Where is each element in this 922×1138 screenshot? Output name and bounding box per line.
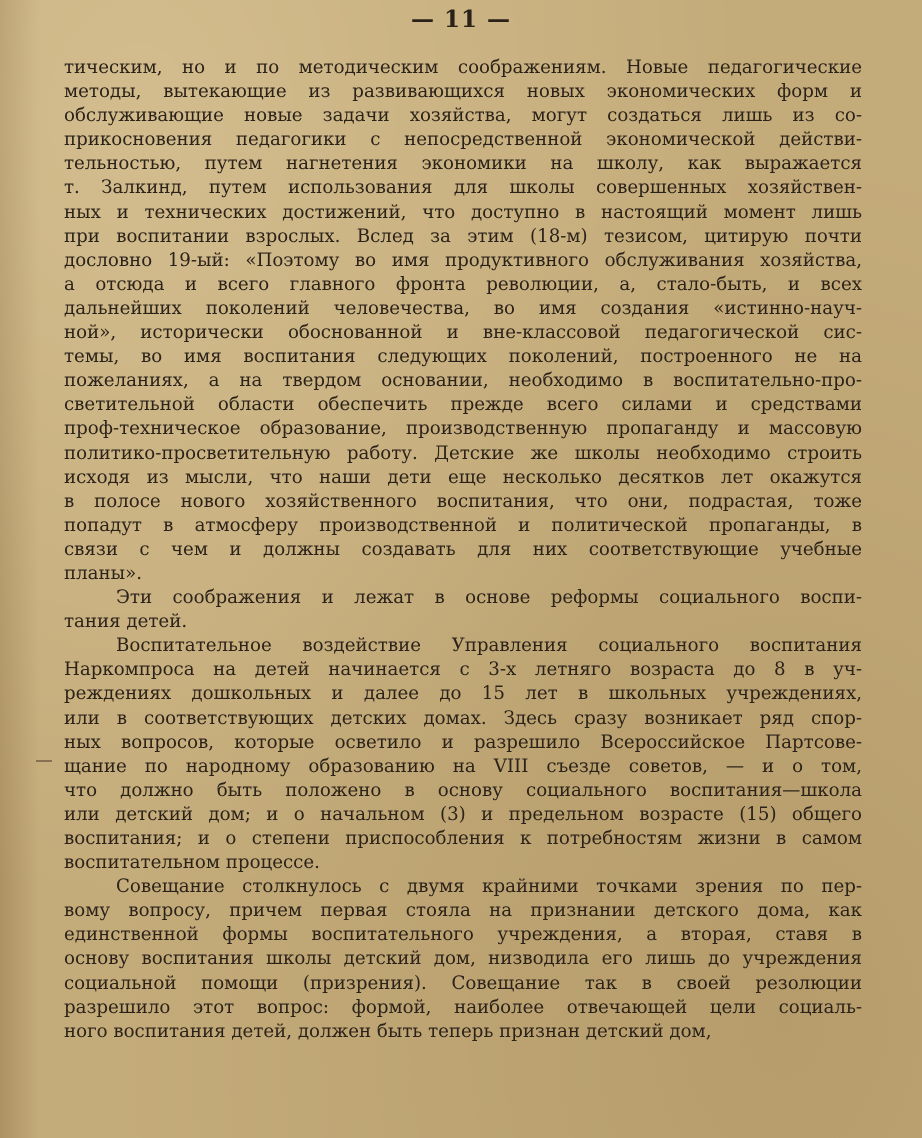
text-line: политико-просветительную работу. Детские же школы необходимо строить bbox=[64, 442, 862, 464]
text-line: воспитательном процессе. bbox=[64, 852, 320, 874]
text-line: светительной области обеспечить прежде всего силами и средствами bbox=[64, 394, 862, 416]
text-line: щание по народному образованию на VIII съезде советов, — и о том, bbox=[64, 755, 862, 777]
text-line: единственной формы воспитательного учреждения, а вторая, ставя в bbox=[64, 924, 862, 946]
body-text bbox=[64, 56, 862, 1044]
text-line: обслуживающие новые задачи хозяйства, могут создаться лишь из со- bbox=[64, 105, 862, 127]
text-line: прикосновения педагогики с непосредственной экономической действи- bbox=[64, 129, 862, 151]
text-line: а отсюда и всего главного фронта революции, а, стало-быть, и всех bbox=[64, 273, 862, 295]
text-line: тельностью, путем нагнетения экономики на школу, как выражается bbox=[64, 153, 862, 175]
text-line: основу воспитания школы детский дом, низводила его лишь до учреждения bbox=[64, 948, 862, 970]
text-line: Воспитательное воздействие Управления социального воспитания bbox=[116, 635, 862, 657]
text-line: ного воспитания детей, должен быть теперь признан детский дом, bbox=[64, 1020, 712, 1042]
text-line: Эти соображения и лежат в основе реформы социального воспи- bbox=[116, 587, 862, 609]
text-line: воспитания; и о степени приспособления к потребностям жизни в самом bbox=[64, 828, 862, 849]
text-line: Совещание столкнулось с двумя крайними точками зрения по пер- bbox=[116, 876, 862, 898]
paragraph bbox=[64, 56, 862, 586]
margin-mark bbox=[36, 760, 52, 762]
text-line: в полосе нового хозяйственного воспитания, что они, подрастая, тоже bbox=[64, 490, 862, 512]
text-line: пожеланиях, а на твердом основании, необходимо в воспитательно-про- bbox=[64, 370, 862, 392]
text-line: ных вопросов, которые осветило и разрешило Всероссийское Партсове- bbox=[64, 731, 862, 753]
text-line: исходя из мысли, что наши дети еще несколько десятков лет окажутся bbox=[64, 466, 862, 488]
text-line: разрешило этот вопрос: формой, наиболее отвечающей цели социаль- bbox=[64, 996, 862, 1018]
paragraph bbox=[64, 875, 862, 1044]
paragraph bbox=[64, 634, 862, 875]
text-line: т. Залкинд, путем использования для школы совершенных хозяйствен- bbox=[64, 177, 862, 199]
text-line: дословно 19-ый: «Поэтому во имя продуктивного обслуживания хозяйства, bbox=[64, 249, 862, 271]
text-line: реждениях дошкольных и далее до 15 лет в школьных учреждениях, bbox=[64, 683, 862, 705]
text-line: или детский дом; и о начальном (3) и предельном возрасте (15) общего bbox=[64, 803, 862, 825]
text-line: темы, во имя воспитания следующих поколений, построенного не на bbox=[64, 346, 862, 368]
text-line: или в соответствующих детских домах. Здесь сразу возникает ряд спор- bbox=[64, 707, 862, 729]
text-line: дальнейших поколений человечества, во имя создания «истинно-науч- bbox=[64, 297, 862, 319]
text-line: методы, вытекающие из развивающихся новых экономических форм и bbox=[64, 81, 862, 103]
paragraph bbox=[64, 586, 862, 634]
text-line: тическим, но и по методическим соображениям. Новые педагогические bbox=[64, 57, 862, 78]
page-number: — 11 — bbox=[410, 6, 512, 33]
text-line: ной», исторически обоснованной и вне-классовой педагогической сис- bbox=[64, 322, 862, 344]
text-line: при воспитании взрослых. Вслед за этим (18-м) тезисом, цитирую почти bbox=[64, 225, 862, 247]
text-line: планы». bbox=[64, 562, 143, 584]
text-line: ных и технических достижений, что доступно в настоящий момент лишь bbox=[64, 201, 862, 223]
text-line: проф-техническое образование, производственную пропаганду и массовую bbox=[64, 418, 862, 440]
text-line: попадут в атмосферу производственной и политической пропаганды, в bbox=[64, 514, 862, 536]
text-line: связи с чем и должны создавать для них соответствующие учебные bbox=[64, 538, 862, 560]
text-line: вому вопросу, причем первая стояла на признании детского дома, как bbox=[64, 900, 862, 922]
text-line: Наркомпроса на детей начинается с 3-х летняго возраста до 8 в уч- bbox=[64, 659, 862, 681]
text-line: социальной помощи (призрения). Совещание так в своей резолюции bbox=[64, 972, 862, 994]
text-line: тания детей. bbox=[64, 611, 188, 633]
text-line: что должно быть положено в основу социального воспитания—школа bbox=[64, 779, 862, 801]
